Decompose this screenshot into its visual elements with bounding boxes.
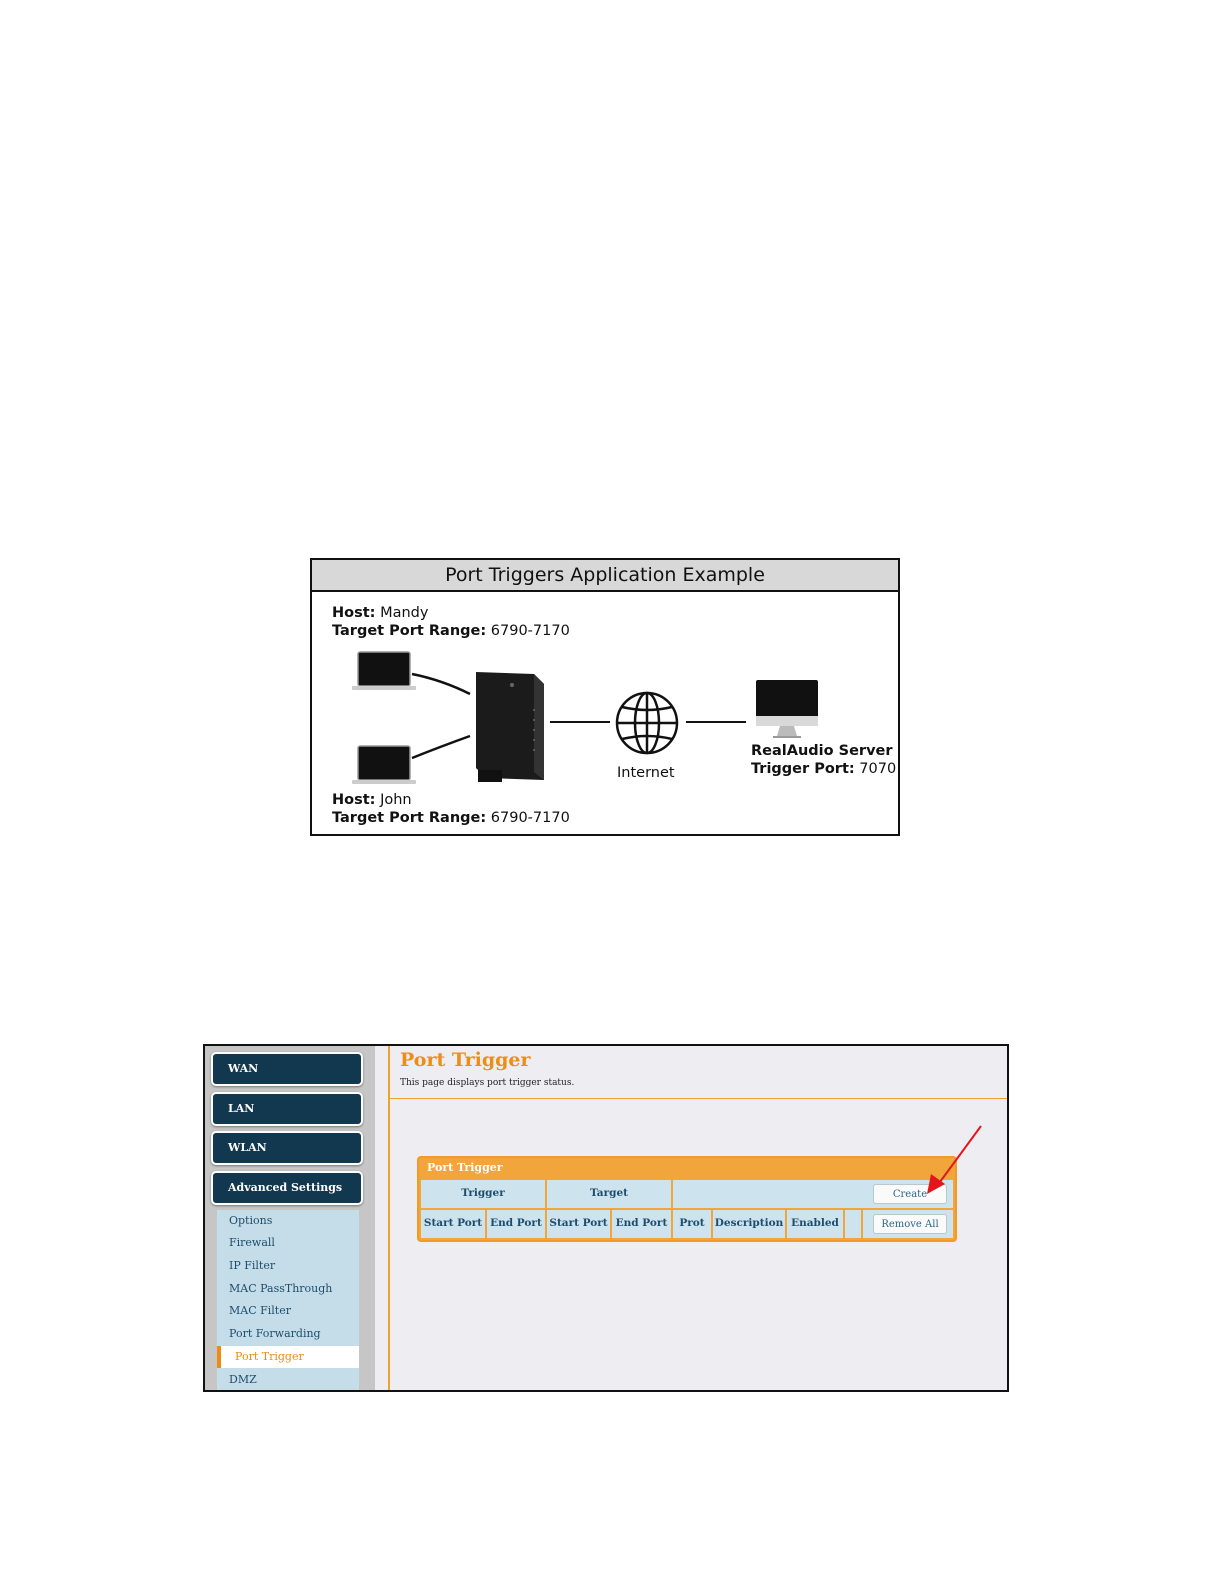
- laptop-icon: [352, 746, 416, 784]
- port-triggers-diagram: [310, 558, 900, 836]
- nav-lan[interactable]: LAN: [211, 1092, 363, 1126]
- router-icon: [476, 672, 544, 782]
- submenu-mac-passthrough[interactable]: MAC PassThrough: [229, 1282, 333, 1295]
- panel-title: Port Trigger: [427, 1161, 503, 1174]
- internet-label: Internet: [617, 765, 675, 781]
- host2-label: Host: John: [332, 792, 412, 808]
- submenu-options[interactable]: Options: [229, 1214, 273, 1227]
- submenu-firewall[interactable]: Firewall: [229, 1236, 275, 1249]
- page-description: This page displays port trigger status.: [400, 1078, 575, 1088]
- host1-range: Target Port Range: 6790-7170: [332, 623, 570, 639]
- submenu-ip-filter[interactable]: IP Filter: [229, 1259, 276, 1272]
- router-admin-screenshot: [203, 1044, 1009, 1392]
- red-arrow-annotation: [205, 1046, 1009, 1392]
- nav-advanced-settings[interactable]: Advanced Settings: [211, 1171, 363, 1205]
- server-monitor-icon: [756, 680, 818, 738]
- laptop-icon: [352, 652, 416, 690]
- submenu-dmz[interactable]: DMZ: [229, 1373, 257, 1386]
- remove-all-button[interactable]: Remove All: [873, 1214, 947, 1234]
- col-protocol: Prot: [679, 1217, 705, 1229]
- submenu-port-trigger[interactable]: Port Trigger: [217, 1346, 359, 1368]
- globe-icon: [617, 693, 677, 753]
- submenu-port-forwarding[interactable]: Port Forwarding: [229, 1327, 321, 1340]
- col-target-end-port: End Port: [615, 1217, 668, 1229]
- col-description: Description: [714, 1217, 784, 1229]
- col-enabled: Enabled: [791, 1217, 839, 1229]
- col-trigger-end-port: End Port: [490, 1217, 542, 1229]
- header-target: Target: [589, 1187, 629, 1199]
- nav-wan[interactable]: WAN: [211, 1052, 363, 1086]
- col-trigger-start-port: Start Port: [423, 1217, 483, 1229]
- header-trigger: Trigger: [461, 1187, 505, 1199]
- col-target-start-port: Start Port: [549, 1217, 608, 1229]
- submenu-mac-filter[interactable]: MAC Filter: [229, 1304, 291, 1317]
- diagram-title: Port Triggers Application Example: [312, 560, 898, 592]
- diagram-artwork: [312, 560, 902, 838]
- server-port: Trigger Port: 7070: [751, 761, 897, 777]
- create-button[interactable]: Create: [873, 1184, 947, 1204]
- host1-label: Host: Mandy: [332, 605, 429, 621]
- server-name: RealAudio Server: [751, 743, 893, 759]
- page-title: Port Trigger: [400, 1049, 531, 1071]
- host2-range: Target Port Range: 6790-7170: [332, 810, 570, 826]
- nav-wlan[interactable]: WLAN: [211, 1131, 363, 1165]
